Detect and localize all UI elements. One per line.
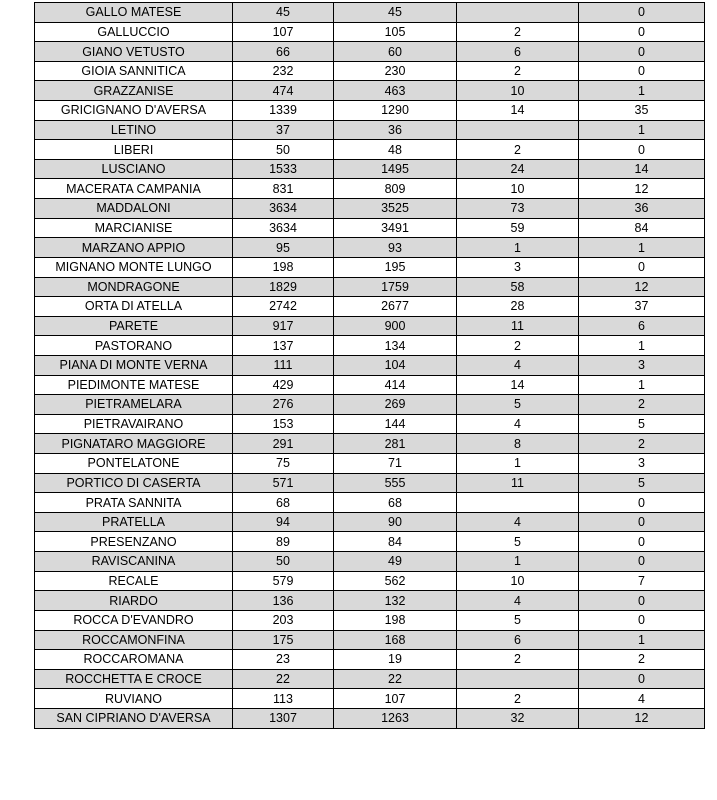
table-row [35,669,705,689]
value-cell-4: 2 [579,434,705,454]
value-cell-4: 12 [579,708,705,728]
municipality-cell: PIETRAVAIRANO [35,414,233,434]
table-row [35,238,705,258]
value-cell-2: 414 [334,375,457,395]
value-cell-2: 45 [334,3,457,23]
table-row [35,316,705,336]
value-cell-3: 3 [457,257,579,277]
value-cell-4: 0 [579,591,705,611]
municipality-cell: PORTICO DI CASERTA [35,473,233,493]
value-cell-2: 84 [334,532,457,552]
value-cell-1: 50 [233,140,334,160]
value-cell-1: 198 [233,257,334,277]
municipality-cell: ROCCHETTA E CROCE [35,669,233,689]
value-cell-1: 3634 [233,218,334,238]
value-cell-4: 14 [579,159,705,179]
value-cell-1: 203 [233,610,334,630]
value-cell-4: 5 [579,414,705,434]
value-cell-4: 0 [579,552,705,572]
value-cell-3: 2 [457,650,579,670]
value-cell-1: 474 [233,81,334,101]
value-cell-1: 137 [233,336,334,356]
value-cell-3: 8 [457,434,579,454]
municipality-cell: ROCCAMONFINA [35,630,233,650]
municipality-table [34,2,705,729]
municipality-cell: SAN CIPRIANO D'AVERSA [35,708,233,728]
municipality-cell: LIBERI [35,140,233,160]
value-cell-4: 0 [579,140,705,160]
value-cell-2: 168 [334,630,457,650]
value-cell-4: 0 [579,493,705,513]
table-row [35,3,705,23]
table-row [35,61,705,81]
value-cell-2: 48 [334,140,457,160]
value-cell-2: 134 [334,336,457,356]
value-cell-4: 7 [579,571,705,591]
value-cell-2: 144 [334,414,457,434]
table-row [35,473,705,493]
table-row [35,42,705,62]
municipality-cell: PIANA DI MONTE VERNA [35,355,233,375]
value-cell-3: 6 [457,42,579,62]
municipality-cell: PIETRAMELARA [35,395,233,415]
value-cell-3: 14 [457,101,579,121]
municipality-cell: PRATELLA [35,512,233,532]
municipality-cell: GIOIA SANNITICA [35,61,233,81]
value-cell-4: 0 [579,512,705,532]
value-cell-4: 84 [579,218,705,238]
table-row [35,120,705,140]
value-cell-4: 0 [579,61,705,81]
value-cell-2: 36 [334,120,457,140]
value-cell-1: 1533 [233,159,334,179]
value-cell-3: 73 [457,199,579,219]
value-cell-4: 1 [579,630,705,650]
value-cell-4: 0 [579,532,705,552]
value-cell-4: 4 [579,689,705,709]
value-cell-2: 1263 [334,708,457,728]
value-cell-1: 136 [233,591,334,611]
value-cell-3: 1 [457,454,579,474]
table-row [35,355,705,375]
municipality-cell: ROCCA D'EVANDRO [35,610,233,630]
table-row [35,650,705,670]
value-cell-1: 111 [233,355,334,375]
municipality-cell: PASTORANO [35,336,233,356]
value-cell-2: 3491 [334,218,457,238]
table-row [35,493,705,513]
municipality-cell: PRATA SANNITA [35,493,233,513]
table-row [35,454,705,474]
value-cell-2: 900 [334,316,457,336]
value-cell-3: 5 [457,610,579,630]
municipality-cell: MACERATA CAMPANIA [35,179,233,199]
value-cell-3: 11 [457,473,579,493]
municipality-cell: GRICIGNANO D'AVERSA [35,101,233,121]
value-cell-3 [457,669,579,689]
value-cell-2: 198 [334,610,457,630]
value-cell-1: 66 [233,42,334,62]
value-cell-4: 0 [579,669,705,689]
value-cell-3: 4 [457,414,579,434]
table-row [35,179,705,199]
value-cell-1: 107 [233,22,334,42]
municipality-cell: RIARDO [35,591,233,611]
value-cell-1: 75 [233,454,334,474]
value-cell-3: 4 [457,512,579,532]
value-cell-1: 37 [233,120,334,140]
value-cell-1: 3634 [233,199,334,219]
value-cell-3: 10 [457,179,579,199]
table-row [35,257,705,277]
value-cell-1: 175 [233,630,334,650]
value-cell-4: 1 [579,375,705,395]
table-row [35,571,705,591]
value-cell-4: 3 [579,454,705,474]
table-row [35,101,705,121]
value-cell-4: 1 [579,120,705,140]
value-cell-1: 1339 [233,101,334,121]
value-cell-4: 1 [579,238,705,258]
value-cell-3: 5 [457,532,579,552]
value-cell-3: 1 [457,552,579,572]
table-row [35,610,705,630]
value-cell-3: 5 [457,395,579,415]
table-row [35,375,705,395]
value-cell-2: 269 [334,395,457,415]
municipality-cell: GALLUCCIO [35,22,233,42]
value-cell-4: 37 [579,297,705,317]
municipality-cell: MADDALONI [35,199,233,219]
municipality-cell: LETINO [35,120,233,140]
value-cell-3: 2 [457,140,579,160]
value-cell-3: 2 [457,336,579,356]
value-cell-4: 12 [579,179,705,199]
table-row [35,532,705,552]
value-cell-4: 0 [579,610,705,630]
value-cell-2: 562 [334,571,457,591]
value-cell-3: 58 [457,277,579,297]
value-cell-1: 291 [233,434,334,454]
value-cell-2: 1495 [334,159,457,179]
value-cell-1: 50 [233,552,334,572]
value-cell-1: 579 [233,571,334,591]
table-row [35,552,705,572]
value-cell-3 [457,493,579,513]
table-row [35,140,705,160]
municipality-cell: GIANO VETUSTO [35,42,233,62]
value-cell-3: 28 [457,297,579,317]
value-cell-2: 555 [334,473,457,493]
value-cell-1: 917 [233,316,334,336]
value-cell-2: 230 [334,61,457,81]
value-cell-2: 107 [334,689,457,709]
value-cell-1: 68 [233,493,334,513]
value-cell-1: 94 [233,512,334,532]
value-cell-4: 36 [579,199,705,219]
table-row [35,218,705,238]
value-cell-4: 0 [579,42,705,62]
value-cell-4: 3 [579,355,705,375]
value-cell-1: 831 [233,179,334,199]
value-cell-3: 1 [457,238,579,258]
value-cell-1: 232 [233,61,334,81]
value-cell-4: 1 [579,336,705,356]
value-cell-3: 2 [457,689,579,709]
value-cell-2: 281 [334,434,457,454]
value-cell-1: 1307 [233,708,334,728]
value-cell-4: 5 [579,473,705,493]
municipality-cell: ROCCAROMANA [35,650,233,670]
value-cell-2: 71 [334,454,457,474]
value-cell-1: 113 [233,689,334,709]
municipality-cell: RUVIANO [35,689,233,709]
table-row [35,434,705,454]
value-cell-3: 10 [457,571,579,591]
municipality-cell: PRESENZANO [35,532,233,552]
table-row [35,689,705,709]
table-row [35,159,705,179]
municipality-cell: MARZANO APPIO [35,238,233,258]
value-cell-1: 1829 [233,277,334,297]
municipality-cell: MARCIANISE [35,218,233,238]
value-cell-1: 95 [233,238,334,258]
table-row [35,591,705,611]
value-cell-2: 3525 [334,199,457,219]
table-row [35,708,705,728]
table-row [35,395,705,415]
value-cell-2: 463 [334,81,457,101]
value-cell-4: 35 [579,101,705,121]
municipality-cell: PONTELATONE [35,454,233,474]
municipality-cell: PARETE [35,316,233,336]
value-cell-2: 104 [334,355,457,375]
value-cell-2: 49 [334,552,457,572]
table-row [35,22,705,42]
value-cell-2: 105 [334,22,457,42]
table-row [35,199,705,219]
value-cell-3: 59 [457,218,579,238]
value-cell-3: 24 [457,159,579,179]
municipality-cell: LUSCIANO [35,159,233,179]
value-cell-4: 2 [579,650,705,670]
value-cell-4: 1 [579,81,705,101]
value-cell-3: 4 [457,355,579,375]
value-cell-1: 276 [233,395,334,415]
table-row [35,512,705,532]
table-body [35,3,705,729]
municipality-cell: RECALE [35,571,233,591]
value-cell-1: 45 [233,3,334,23]
value-cell-4: 0 [579,22,705,42]
value-cell-4: 6 [579,316,705,336]
value-cell-3: 32 [457,708,579,728]
value-cell-3: 2 [457,22,579,42]
value-cell-1: 23 [233,650,334,670]
value-cell-1: 153 [233,414,334,434]
table-row [35,277,705,297]
value-cell-3 [457,120,579,140]
value-cell-4: 0 [579,257,705,277]
value-cell-2: 1290 [334,101,457,121]
value-cell-2: 22 [334,669,457,689]
value-cell-2: 19 [334,650,457,670]
municipality-cell: MIGNANO MONTE LUNGO [35,257,233,277]
value-cell-2: 2677 [334,297,457,317]
value-cell-1: 2742 [233,297,334,317]
municipality-cell: MONDRAGONE [35,277,233,297]
municipality-cell: PIEDIMONTE MATESE [35,375,233,395]
table-row [35,336,705,356]
value-cell-1: 571 [233,473,334,493]
value-cell-2: 1759 [334,277,457,297]
value-cell-2: 90 [334,512,457,532]
value-cell-3: 10 [457,81,579,101]
municipality-cell: GRAZZANISE [35,81,233,101]
value-cell-3 [457,3,579,23]
table-row [35,630,705,650]
value-cell-1: 22 [233,669,334,689]
value-cell-2: 60 [334,42,457,62]
value-cell-2: 68 [334,493,457,513]
table-row [35,297,705,317]
value-cell-1: 429 [233,375,334,395]
value-cell-4: 0 [579,3,705,23]
municipality-cell: RAVISCANINA [35,552,233,572]
value-cell-4: 2 [579,395,705,415]
table-row [35,81,705,101]
municipality-cell: GALLO MATESE [35,3,233,23]
value-cell-2: 195 [334,257,457,277]
municipality-cell: ORTA DI ATELLA [35,297,233,317]
value-cell-4: 12 [579,277,705,297]
value-cell-3: 11 [457,316,579,336]
value-cell-3: 14 [457,375,579,395]
value-cell-3: 2 [457,61,579,81]
table-row [35,414,705,434]
value-cell-1: 89 [233,532,334,552]
value-cell-3: 4 [457,591,579,611]
value-cell-3: 6 [457,630,579,650]
value-cell-2: 93 [334,238,457,258]
municipality-cell: PIGNATARO MAGGIORE [35,434,233,454]
value-cell-2: 132 [334,591,457,611]
value-cell-2: 809 [334,179,457,199]
